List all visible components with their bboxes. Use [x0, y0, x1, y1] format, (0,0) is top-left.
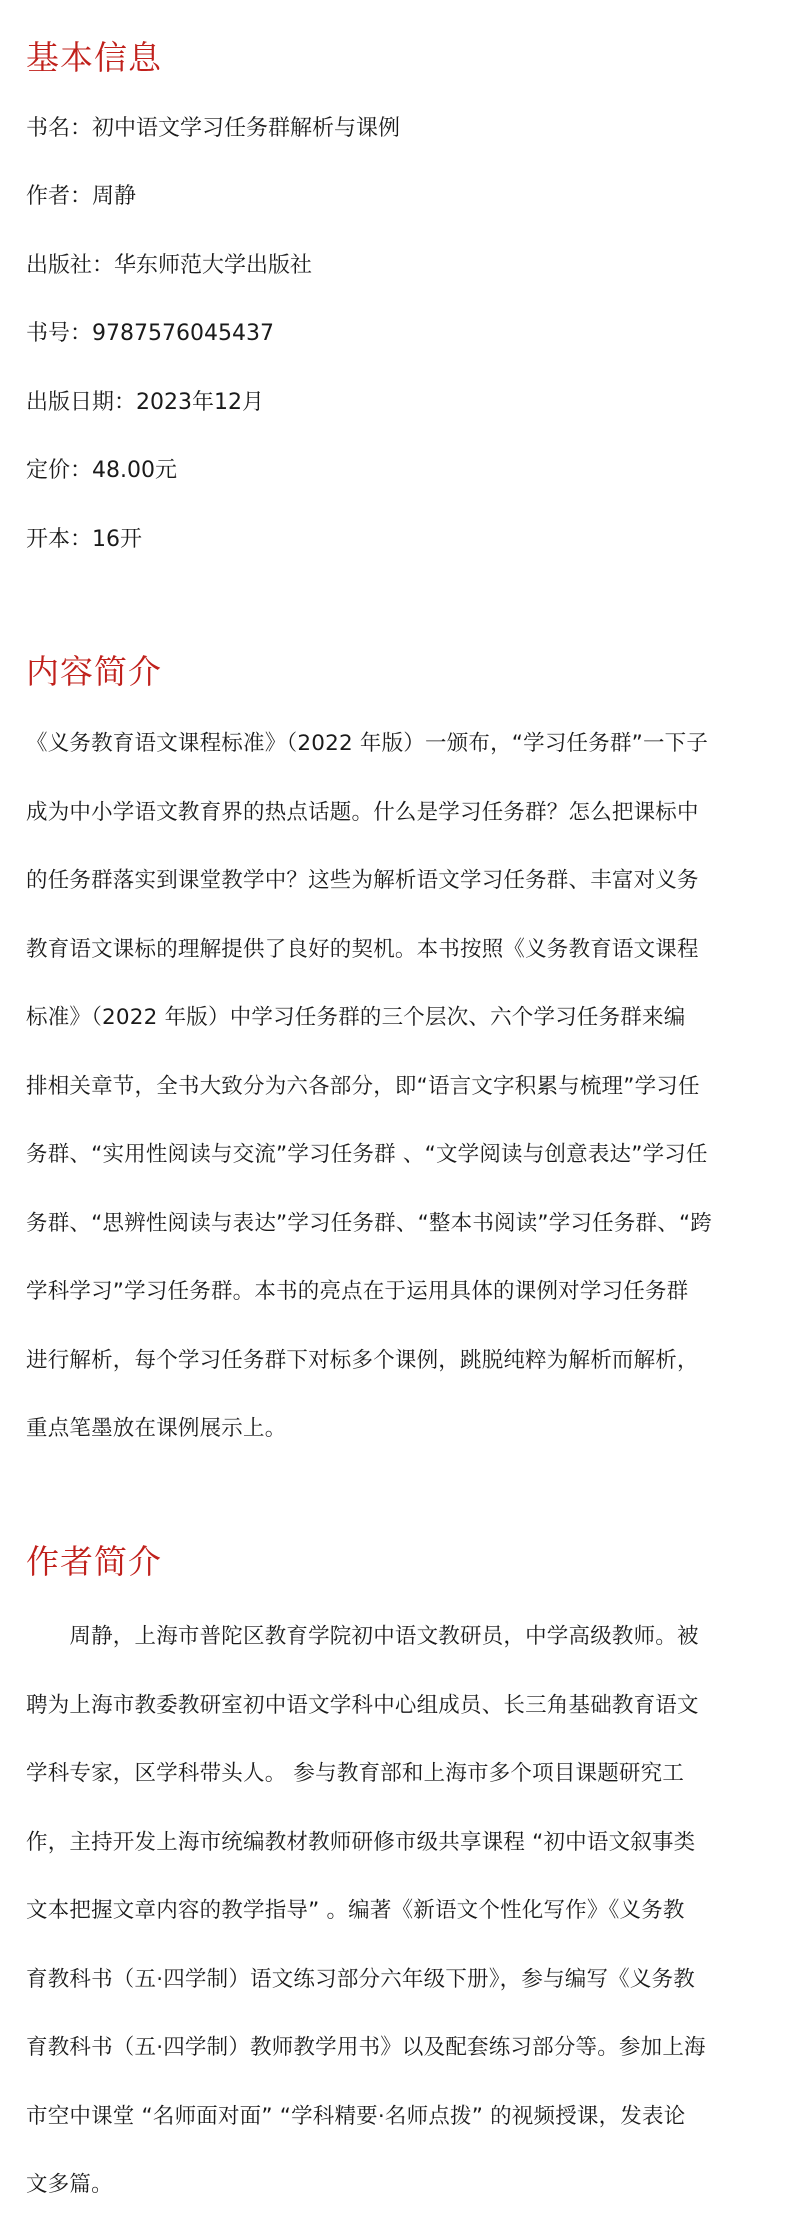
intro-line: 务群、“实用性阅读与交流”学习任务群 、“文学阅读与创意表达”学习任 [26, 1142, 708, 1167]
info-format-line: 开本：16开 [26, 527, 142, 552]
intro-line: 进行解析，每个学习任务群下对标多个课例，跳脱纯粹为解析而解析， [26, 1347, 699, 1373]
info-author-line: 作者：周静 [26, 184, 137, 209]
intro-heading: 内容简介 [26, 652, 162, 691]
info-title-line: 书名：初中语文学习任务群解析与课例 [26, 116, 401, 141]
author-line: 文多篇。 [26, 2172, 113, 2197]
author-heading: 作者简介 [26, 1542, 162, 1581]
info-price-line: 定价：48.00元 [26, 458, 177, 483]
author-line: 学科专家，区学科带头人。 参与教育部和上海市多个项目课题研究工 [26, 1761, 685, 1786]
basic-info-heading: 基本信息 [26, 38, 162, 77]
author-line: 聘为上海市教委教研室初中语文学科中心组成员、长三角基础教育语文 [26, 1692, 699, 1718]
intro-line: 重点笔墨放在课例展示上。 [26, 1416, 287, 1441]
author-line: 市空中课堂 “名师面对面” “学科精要·名师点拨” 的视频授课，发表论 [26, 2103, 686, 2129]
intro-line: 务群、“思辨性阅读与表达”学习任务群、“整本书阅读”学习任务群、“跨 [26, 1210, 712, 1236]
intro-line: 《义务教育语文课程标准》（2022 年版）一颁布，“学习任务群”一下子 [26, 731, 709, 756]
intro-line: 标准》（2022 年版）中学习任务群的三个层次、六个学习任务群来编 [26, 1005, 686, 1030]
intro-line: 成为中小学语文教育界的热点话题。什么是学习任务群？怎么把课标中 [26, 799, 699, 825]
author-line: 育教科书（五·四学制）语文练习部分六年级下册》，参与编写《义务教 [26, 1966, 695, 1992]
author-paragraph [26, 1603, 764, 2220]
intro-line: 教育语文课标的理解提供了良好的契机。本书按照《义务教育语文课程 [26, 936, 699, 962]
intro-line: 学科学习”学习任务群。本书的亮点在于运用具体的课例对学习任务群 [26, 1279, 689, 1304]
info-isbn-line: 书号：9787576045437 [26, 321, 274, 346]
author-line: 文本把握文章内容的教学指导” 。编著《新语文个性化写作》《义务教 [26, 1898, 685, 1923]
intro-paragraph [26, 710, 764, 1464]
author-line: 育教科书（五·四学制）教师教学用书》以及配套练习部分等。参加上海 [26, 2035, 706, 2060]
intro-line: 的任务群落实到课堂教学中？这些为解析语文学习任务群、丰富对义务 [26, 868, 699, 893]
info-publish-date-line: 出版日期：2023年12月 [26, 390, 264, 415]
author-line: 周静，上海市普陀区教育学院初中语文教研员，中学高级教师。被 [26, 1624, 699, 1649]
author-line: 作，主持开发上海市统编教材教师研修市级共享课程 “初中语文叙事类 [26, 1829, 696, 1855]
info-publisher-line: 出版社：华东师范大学出版社 [26, 253, 313, 278]
intro-line: 排相关章节，全书大致分为六各部分，即“语言文字积累与梳理”学习任 [26, 1073, 700, 1099]
